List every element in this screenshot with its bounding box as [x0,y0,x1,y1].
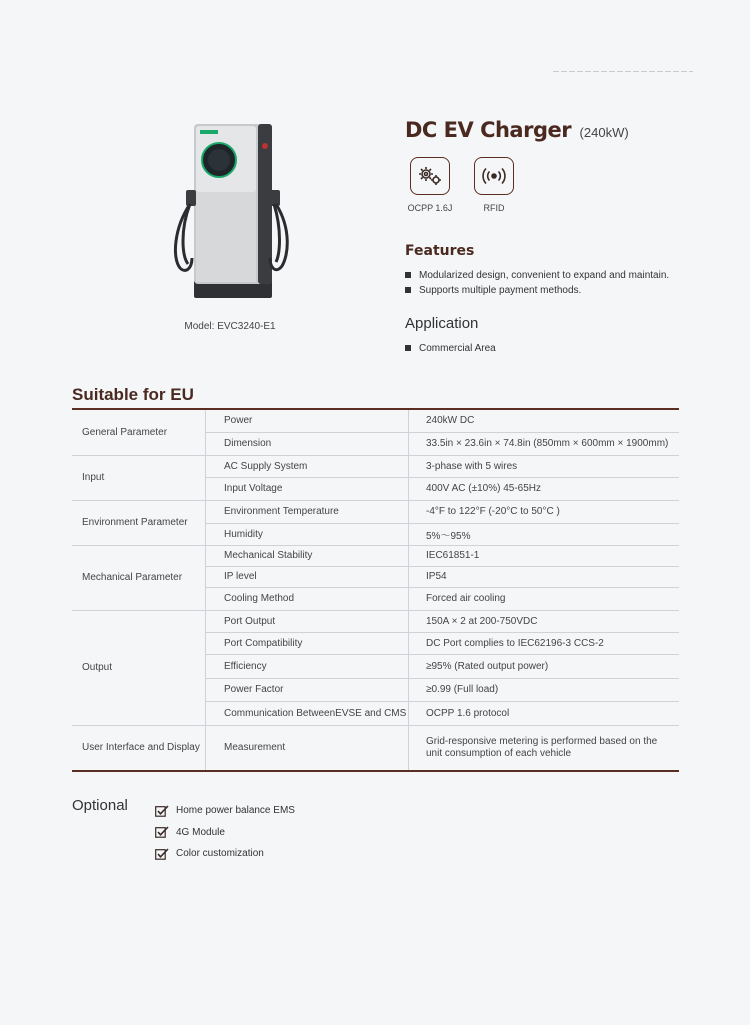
header-divider [553,71,693,72]
param-label: Input Voltage [206,477,409,500]
list-item [155,800,295,822]
title-power: (240kW) [579,125,629,140]
list-item: Modularized design, convenient to expand and maintain. [405,268,669,283]
param-label: Efficiency [206,654,409,678]
optional-item-label: Home power balance EMS [176,805,295,817]
param-value: 150A × 2 at 200-750VDC [409,610,680,632]
optional-item-label: 4G Module [176,826,225,838]
table-row [72,455,679,477]
param-label: Humidity [206,523,409,545]
group-label: Mechanical Parameter [72,545,206,610]
gears-icon [410,157,450,195]
table-row [72,545,679,566]
param-value: IEC61851-1 [409,545,680,566]
param-value: IP54 [409,566,680,587]
param-label: AC Supply System [206,455,409,477]
param-value: Grid-responsive metering is performed based on the unit consumption of each vehicle [426,735,658,759]
rfid-icon [474,157,514,195]
param-value: Forced air cooling [409,587,680,610]
list-item: Supports multiple payment methods. [405,283,669,298]
model-caption: Model: EVC3240-E1 [184,321,276,332]
param-label: Port Compatibility [206,632,409,654]
application-heading: Application [405,315,479,332]
param-label: Environment Temperature [206,500,409,523]
list-item [155,822,295,844]
param-label: Cooling Method [206,587,409,610]
param-value: 5%～95% [409,523,680,545]
param-label: IP level [206,566,409,587]
param-label: Port Output [206,610,409,632]
param-value: 33.5in × 23.6in × 74.8in (850mm × 600mm × 1900mm) [409,432,680,455]
feature-badges [405,157,519,213]
product-title [405,118,629,142]
param-value: ≥95% (Rated output power) [409,654,680,678]
param-label: Communication BetweenEVSE and CMS [206,701,409,725]
badge-ocpp [405,157,455,213]
param-value: ≥0.99 (Full load) [409,678,680,701]
list-item: Commercial Area [405,341,496,356]
features-heading: Features [405,243,475,259]
checkbox-checked-icon [155,826,169,838]
param-value: 240kW DC [409,410,680,432]
group-label: Input [72,455,206,500]
table-row [72,610,679,632]
table-row [72,410,679,432]
optional-list [155,800,295,865]
badge-rfid-label: RFID [483,203,505,213]
param-value: DC Port complies to IEC62196-3 CCS-2 [409,632,680,654]
param-value: 3-phase with 5 wires [409,455,680,477]
application-list [405,341,496,356]
badge-rfid [469,157,519,213]
param-label: Power Factor [206,678,409,701]
param-label: Measurement [206,725,409,770]
specs-heading: Suitable for EU [72,385,194,404]
group-label: User Interface and Display [72,725,206,770]
group-label: General Parameter [72,410,206,455]
checkbox-checked-icon [155,848,169,860]
table-row [72,500,679,523]
group-label: Environment Parameter [72,500,206,545]
title-text: DC EV Charger [405,118,572,142]
param-label: Mechanical Stability [206,545,409,566]
table-row [72,725,679,770]
optional-item-label: Color customization [176,848,264,860]
features-list [405,268,669,298]
param-label: Dimension [206,432,409,455]
param-label: Power [206,410,409,432]
param-value: 400V AC (±10%) 45-65Hz [409,477,680,500]
list-item [155,843,295,865]
charger-product-image [170,118,290,308]
param-value: OCPP 1.6 protocol [409,701,680,725]
param-value: -4°F to 122°F (-20°C to 50°C ) [409,500,680,523]
group-label: Output [72,610,206,725]
checkbox-checked-icon [155,805,169,817]
badge-ocpp-label: OCPP 1.6J [407,203,453,213]
spec-table [72,408,679,772]
optional-heading: Optional [72,797,128,814]
